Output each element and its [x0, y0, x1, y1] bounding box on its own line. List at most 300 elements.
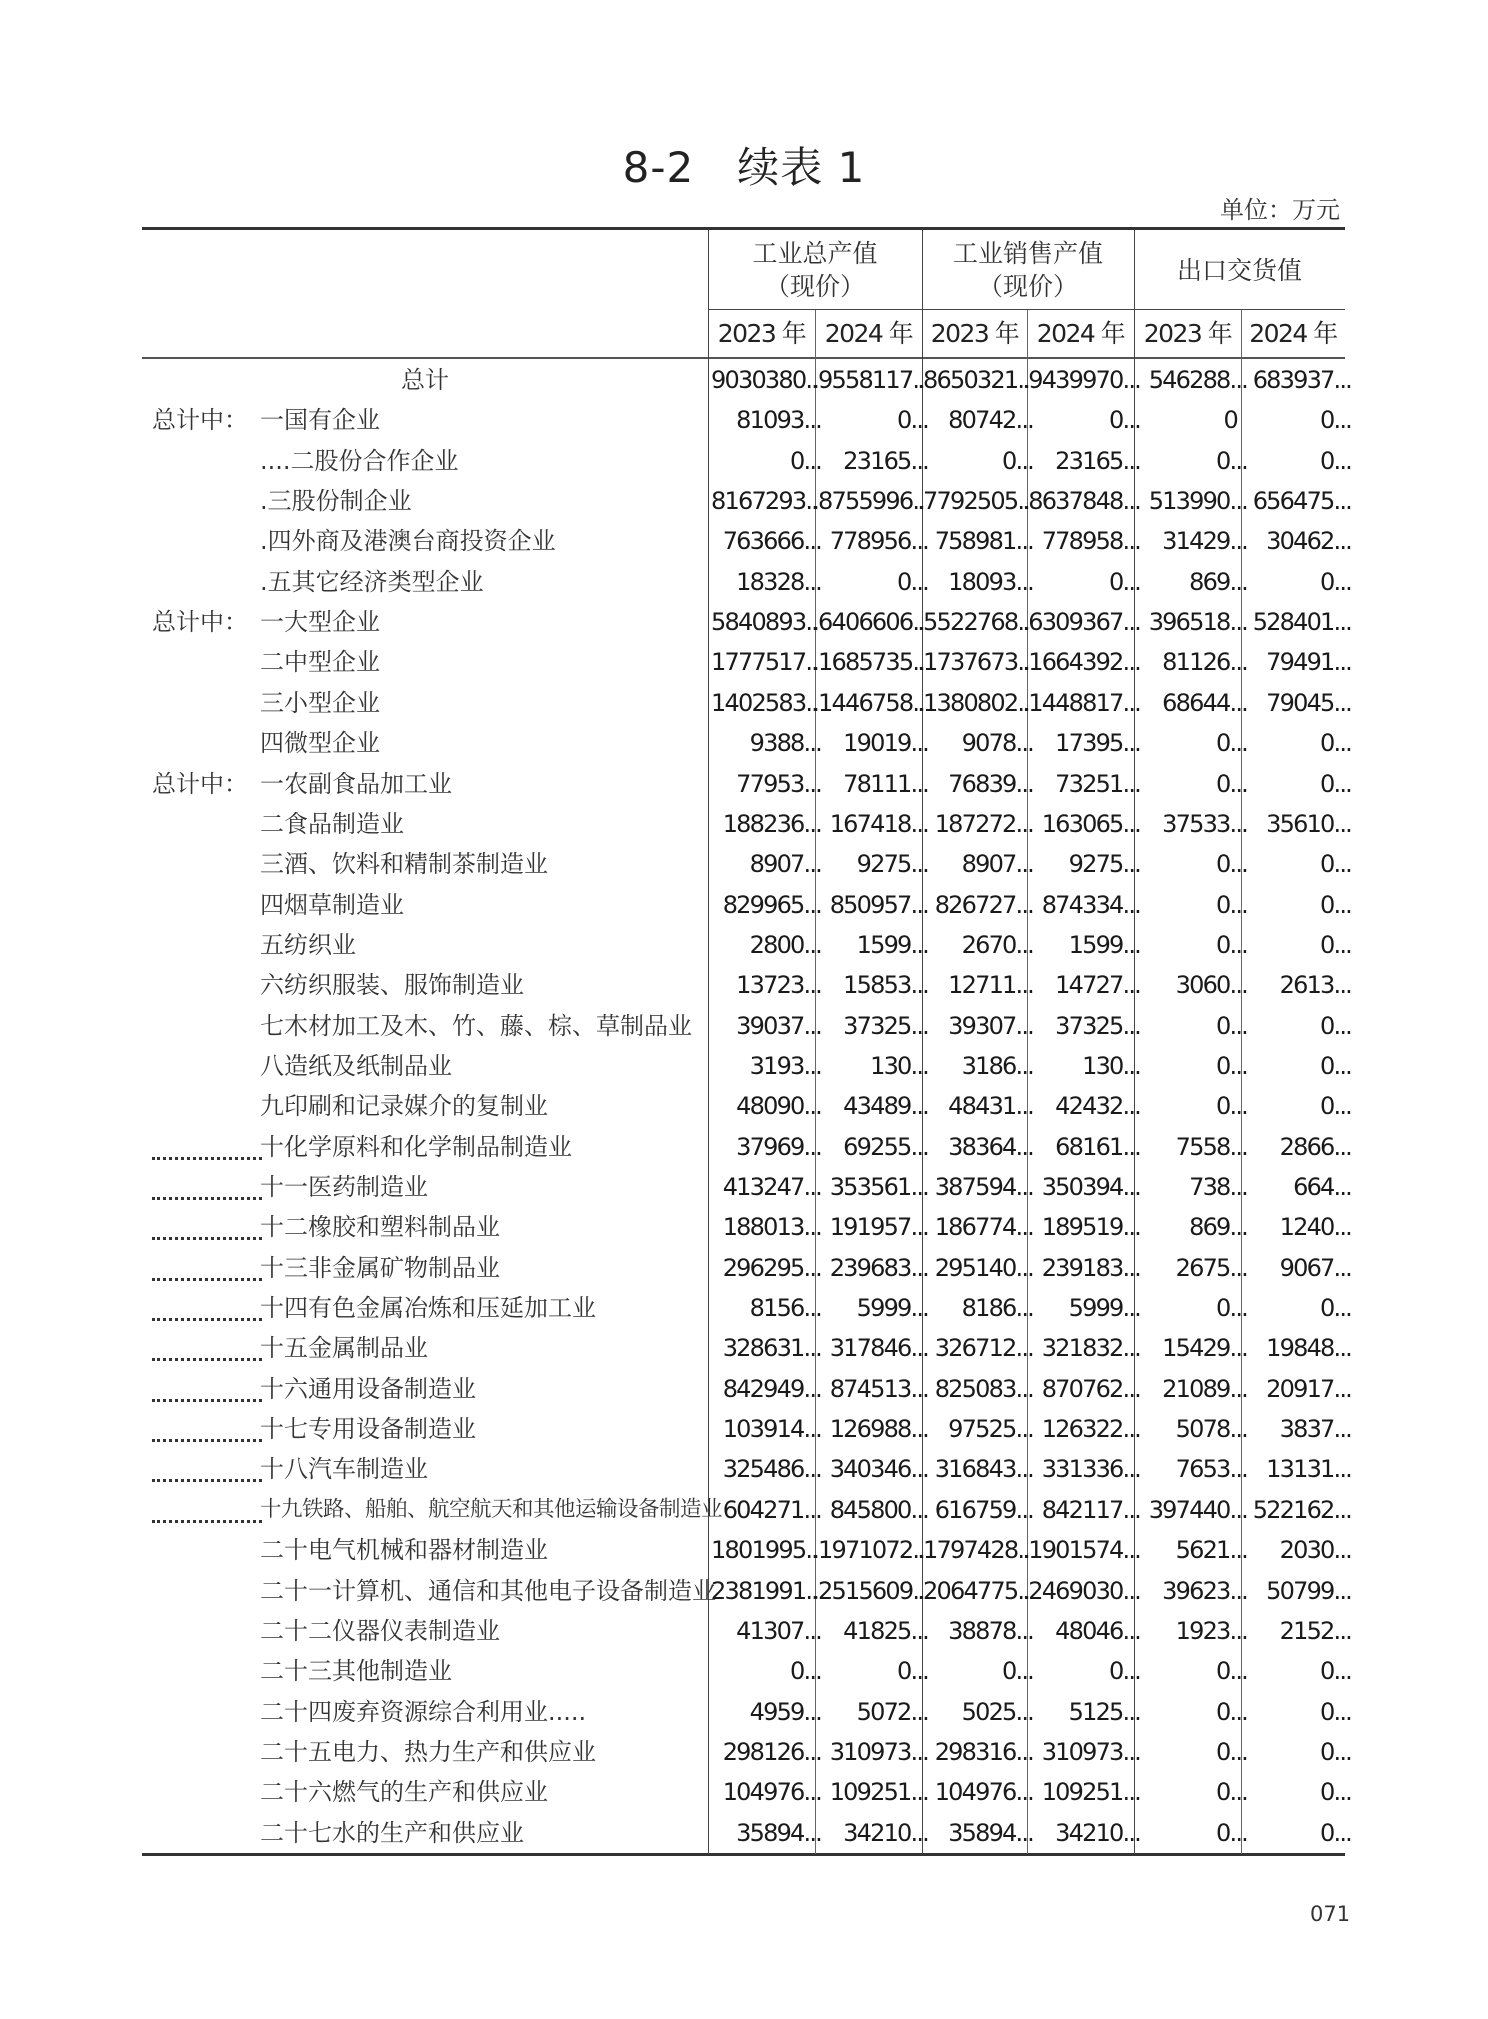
row-label: 十五金属制品业	[260, 1334, 428, 1363]
data-cell: 37325...	[843, 1011, 928, 1040]
data-cell: 310973...	[1041, 1737, 1140, 1766]
dotted-leader	[152, 1157, 262, 1160]
data-cell: 763666...	[722, 527, 821, 556]
data-cell: 0...	[1216, 446, 1247, 475]
data-cell: 738...	[1189, 1173, 1247, 1201]
table-row	[142, 1167, 1362, 1207]
data-cell: .6406606..	[812, 608, 924, 637]
data-cell: 0...	[1320, 406, 1351, 435]
data-cell: 0...	[1109, 1657, 1140, 1686]
table-row	[142, 1006, 1362, 1046]
dotted-leader	[152, 1197, 262, 1200]
data-cell: 48431...	[948, 1092, 1033, 1121]
row-group-prefix: 总计中：	[152, 406, 248, 435]
data-cell: .1380802..	[917, 688, 1029, 717]
dotted-leader	[152, 1520, 262, 1523]
data-cell: 77953...	[736, 769, 821, 798]
data-cell: 126322...	[1041, 1415, 1140, 1444]
data-cell: 758981...	[934, 527, 1033, 556]
data-cell: 870762...	[1041, 1374, 1140, 1403]
data-cell: 528401...	[1252, 608, 1351, 637]
data-cell: 0...	[1320, 850, 1351, 879]
data-cell: 104976...	[934, 1778, 1033, 1807]
data-cell: 5840893..	[711, 608, 817, 637]
data-cell: 37969...	[736, 1132, 821, 1161]
data-cell: 353561...	[829, 1173, 928, 1201]
data-cell: 187272...	[934, 809, 1033, 838]
data-cell: 0...	[1320, 930, 1351, 959]
data-cell: 842949...	[722, 1374, 821, 1403]
data-cell: .2064775..	[917, 1576, 1029, 1605]
row-label: 二十电气机械和器材制造业	[260, 1536, 548, 1565]
data-cell: 9388...	[749, 729, 821, 758]
table-row	[142, 1651, 1362, 1691]
dotted-leader	[152, 1237, 262, 1240]
data-cell: 50799...	[1266, 1576, 1351, 1605]
column-group-header	[1134, 232, 1345, 308]
data-cell: 0...	[790, 446, 821, 475]
data-cell: 17395...	[1055, 729, 1140, 758]
data-cell: 829965...	[722, 890, 821, 919]
data-cell: 18093...	[948, 567, 1033, 596]
data-cell: 38878...	[948, 1616, 1033, 1645]
data-cell: 42432...	[1055, 1092, 1140, 1121]
row-label: 十二橡胶和塑料制品业	[260, 1213, 500, 1242]
data-cell: 2800...	[749, 930, 821, 959]
table-row	[142, 1409, 1362, 1449]
row-label: 二十五电力、热力生产和供应业	[260, 1737, 596, 1766]
data-cell: 1923...	[1175, 1616, 1247, 1645]
data-cell: 0...	[1216, 1294, 1247, 1323]
column-group-header-line: （现价）	[764, 272, 865, 301]
data-cell: 97525...	[948, 1415, 1033, 1444]
row-label: 二十二仪器仪表制造业	[260, 1616, 500, 1645]
table-top-rule	[142, 227, 1345, 230]
data-cell: 664...	[1293, 1173, 1351, 1201]
data-cell: 869...	[1189, 567, 1247, 596]
row-label: ....二股份合作企业	[260, 446, 459, 475]
data-cell: 38364...	[948, 1132, 1033, 1161]
data-cell: 7653...	[1175, 1455, 1247, 1484]
data-cell: 2030...	[1279, 1536, 1351, 1565]
data-cell: .6309367...	[1022, 608, 1140, 637]
data-cell: 0...	[1216, 1818, 1247, 1847]
data-cell: 1402583..	[711, 688, 817, 717]
data-cell: 18328...	[736, 567, 821, 596]
data-cell: 2670...	[961, 930, 1033, 959]
data-cell: 9078...	[961, 729, 1033, 758]
data-cell: 546288...	[1148, 366, 1247, 394]
data-cell: .1446758..	[812, 688, 924, 717]
table-row	[142, 1571, 1362, 1611]
table-row	[142, 1248, 1362, 1288]
data-cell: 850957...	[829, 890, 928, 919]
table-row	[142, 1369, 1362, 1409]
data-cell: 43489...	[843, 1092, 928, 1121]
row-group-prefix: 总计中：	[152, 608, 248, 637]
data-cell: 2866...	[1279, 1132, 1351, 1161]
data-cell: 126988...	[829, 1415, 928, 1444]
table-row	[142, 804, 1362, 844]
data-cell: 130...	[1082, 1051, 1140, 1080]
data-cell: .8755996..	[812, 487, 924, 516]
data-cell: 104976...	[722, 1778, 821, 1807]
data-cell: 4959...	[749, 1697, 821, 1726]
row-label: 十四有色金属冶炼和压延加工业	[260, 1294, 596, 1323]
column-group-header-line: 工业总产值	[752, 239, 878, 268]
data-cell: 8907...	[961, 850, 1033, 879]
row-label: .五其它经济类型企业	[260, 567, 484, 596]
data-cell: 0...	[1216, 1051, 1247, 1080]
row-label: 八造纸及纸制品业	[260, 1051, 452, 1080]
data-cell: 8167293..	[711, 487, 817, 516]
data-cell: 5621...	[1175, 1536, 1247, 1565]
row-label: .四外商及港澳台商投资企业	[260, 527, 556, 556]
row-label: 一农副食品加工业	[260, 769, 452, 798]
dotted-leader	[152, 1318, 262, 1321]
table-row	[142, 1449, 1362, 1489]
data-cell: 350394...	[1041, 1173, 1140, 1201]
data-cell: 0...	[1320, 729, 1351, 758]
data-cell: 78111...	[843, 769, 928, 798]
data-cell: 5999...	[856, 1294, 928, 1323]
data-cell: 9030380..	[711, 366, 817, 394]
data-cell: 0...	[1216, 850, 1247, 879]
data-cell: 191957...	[829, 1213, 928, 1242]
data-cell: 2675...	[1175, 1253, 1247, 1282]
data-cell: 37325...	[1055, 1011, 1140, 1040]
row-label: 二十一计算机、通信和其他电子设备制造业	[260, 1576, 716, 1605]
column-group-header	[708, 232, 922, 308]
data-cell: 0...	[1216, 890, 1247, 919]
data-cell: .9558117..	[812, 366, 924, 394]
data-cell: 0...	[1320, 1092, 1351, 1121]
table-row	[142, 925, 1362, 965]
data-cell: 76839...	[948, 769, 1033, 798]
year-header: 2024 年	[1036, 319, 1125, 348]
data-cell: 35894...	[736, 1818, 821, 1847]
table-row	[142, 1530, 1362, 1570]
row-label: 十九铁路、船舶、航空航天和其他运输设备制造业	[260, 1496, 723, 1522]
dotted-leader	[152, 1358, 262, 1361]
table-row	[142, 441, 1362, 481]
page-title: 8-2 续表 1	[622, 143, 866, 192]
data-cell: 317846...	[829, 1334, 928, 1363]
row-label: 二十四废弃资源综合利用业.....	[260, 1697, 587, 1726]
data-cell: 12711...	[948, 971, 1033, 1000]
data-cell: 604271...	[722, 1495, 821, 1524]
unit-label: 单位：万元	[1220, 196, 1340, 224]
data-cell: 30462...	[1266, 527, 1351, 556]
table-row	[142, 1732, 1362, 1772]
data-cell: .1971072..	[812, 1536, 924, 1565]
data-cell: 0...	[790, 1657, 821, 1686]
row-label: 十一医药制造业	[260, 1173, 428, 1201]
data-cell: 778958...	[1041, 527, 1140, 556]
row-label: 十三非金属矿物制品业	[260, 1253, 500, 1282]
data-cell: .8650321..	[917, 366, 1029, 394]
data-cell: 331336...	[1041, 1455, 1140, 1484]
row-label: 七木材加工及木、竹、藤、棕、草制品业	[260, 1011, 692, 1040]
data-cell: 340346...	[829, 1455, 928, 1484]
data-cell: 5999...	[1068, 1294, 1140, 1323]
data-cell: 0...	[1216, 1657, 1247, 1686]
row-label: 总计	[401, 366, 449, 394]
year-header: 2024 年	[1249, 319, 1337, 348]
data-cell: 0...	[1216, 930, 1247, 959]
data-cell: 21089...	[1162, 1374, 1247, 1403]
row-label: 一大型企业	[260, 608, 380, 637]
table-bottom-rule	[142, 1853, 1345, 1856]
data-cell: 0...	[1320, 567, 1351, 596]
data-cell: 0...	[1002, 1657, 1033, 1686]
data-cell: 130...	[870, 1051, 928, 1080]
data-cell: 0...	[1216, 769, 1247, 798]
table-row	[142, 1127, 1362, 1167]
data-cell: 167418...	[829, 809, 928, 838]
column-group-header	[922, 232, 1134, 308]
data-cell: 109251...	[1041, 1778, 1140, 1807]
table-row	[142, 1046, 1362, 1086]
table-row	[142, 683, 1362, 723]
data-cell: .2469030...	[1022, 1576, 1140, 1605]
row-label: 十八汽车制造业	[260, 1455, 428, 1484]
data-cell: .1737673..	[917, 648, 1029, 677]
data-cell: 186774...	[934, 1213, 1033, 1242]
data-cell: 3837...	[1279, 1415, 1351, 1444]
year-header: 2023 年	[717, 319, 806, 348]
data-cell: 316843...	[934, 1455, 1033, 1484]
row-label: .三股份制企业	[260, 487, 412, 516]
data-cell: 778956...	[829, 527, 928, 556]
data-cell: 41307...	[736, 1616, 821, 1645]
data-cell: 656475...	[1252, 487, 1351, 516]
data-cell: 188236...	[722, 809, 821, 838]
data-cell: 1240...	[1279, 1213, 1351, 1242]
table-row	[142, 1611, 1362, 1651]
data-cell: 39307...	[948, 1011, 1033, 1040]
data-cell: 0...	[1002, 446, 1033, 475]
data-cell: 0...	[1109, 406, 1140, 435]
data-cell: 0...	[1320, 1737, 1351, 1766]
data-cell: 321832...	[1041, 1334, 1140, 1363]
data-cell: 0	[1223, 406, 1237, 435]
dotted-leader	[152, 1278, 262, 1281]
data-cell: .1664392...	[1022, 648, 1140, 677]
data-cell: 2381991..	[711, 1576, 817, 1605]
page-number: 071	[1310, 1902, 1351, 1926]
data-cell: 295140...	[934, 1253, 1033, 1282]
table-row	[142, 562, 1362, 602]
data-cell: 387594...	[934, 1173, 1033, 1201]
data-cell: 310973...	[829, 1737, 928, 1766]
data-cell: 35894...	[948, 1818, 1033, 1847]
data-cell: 413247...	[722, 1173, 821, 1201]
row-label: 三小型企业	[260, 688, 380, 717]
data-cell: 39037...	[736, 1011, 821, 1040]
data-cell: 298126...	[722, 1737, 821, 1766]
data-cell: 0...	[1320, 1818, 1351, 1847]
data-cell: .2515609..	[812, 1576, 924, 1605]
dotted-leader	[152, 1399, 262, 1402]
data-cell: 0...	[897, 1657, 928, 1686]
table-row	[142, 642, 1362, 682]
data-cell: 34210...	[1055, 1818, 1140, 1847]
data-cell: 0...	[1320, 890, 1351, 919]
data-cell: 81126...	[1162, 648, 1247, 677]
data-cell: 8156...	[749, 1294, 821, 1323]
data-cell: 239683...	[829, 1253, 928, 1282]
table-row	[142, 521, 1362, 561]
year-header: 2023 年	[930, 319, 1019, 348]
data-cell: 845800...	[829, 1495, 928, 1524]
data-cell: 0...	[1320, 769, 1351, 798]
data-cell: 79491...	[1266, 648, 1351, 677]
data-cell: 328631...	[722, 1334, 821, 1363]
row-label: 五纺织业	[260, 930, 356, 959]
data-cell: .1448817...	[1022, 688, 1140, 717]
data-cell: 5125...	[1068, 1697, 1140, 1726]
data-cell: .1901574...	[1022, 1536, 1140, 1565]
data-cell: 35610...	[1266, 809, 1351, 838]
row-label: 二食品制造业	[260, 809, 404, 838]
data-cell: 109251...	[829, 1778, 928, 1807]
dotted-leader	[152, 1479, 262, 1482]
data-cell: 296295...	[722, 1253, 821, 1282]
data-cell: 0...	[1216, 1011, 1247, 1040]
dotted-leader	[152, 1439, 262, 1442]
data-cell: .7792505..	[917, 487, 1029, 516]
data-cell: 34210...	[843, 1818, 928, 1847]
data-cell: 396518...	[1148, 608, 1247, 637]
data-cell: 41825...	[843, 1616, 928, 1645]
data-cell: 2613...	[1279, 971, 1351, 1000]
year-header: 2023 年	[1143, 319, 1232, 348]
data-cell: 826727...	[934, 890, 1033, 919]
row-label: 二十六燃气的生产和供应业	[260, 1778, 548, 1807]
data-cell: 15429...	[1162, 1334, 1247, 1363]
table-row	[142, 400, 1362, 440]
data-cell: 189519...	[1041, 1213, 1140, 1242]
data-cell: 13723...	[736, 971, 821, 1000]
data-cell: 2152...	[1279, 1616, 1351, 1645]
data-cell: 48046...	[1055, 1616, 1140, 1645]
data-cell: 19848...	[1266, 1334, 1351, 1363]
data-cell: 0...	[1320, 1657, 1351, 1686]
data-cell: 0...	[1109, 567, 1140, 596]
data-cell: 163065...	[1041, 809, 1140, 838]
table-row	[142, 723, 1362, 763]
data-cell: .9439970...	[1022, 366, 1140, 394]
data-cell: 31429...	[1162, 527, 1247, 556]
data-cell: 522162...	[1252, 1495, 1351, 1524]
column-group-header-line: （现价）	[977, 272, 1078, 301]
data-cell: 73251...	[1055, 769, 1140, 798]
table-row	[142, 1692, 1362, 1732]
data-cell: .1685735..	[812, 648, 924, 677]
data-cell: 0...	[1216, 1737, 1247, 1766]
data-cell: 48090...	[736, 1092, 821, 1121]
table-row	[142, 885, 1362, 925]
data-cell: 9067...	[1279, 1253, 1351, 1282]
data-cell: 616759...	[934, 1495, 1033, 1524]
data-cell: 1777517..	[711, 648, 817, 677]
data-cell: 683937...	[1252, 366, 1351, 394]
table-row	[142, 1813, 1362, 1853]
table-row	[142, 1288, 1362, 1328]
row-label: 九印刷和记录媒介的复制业	[260, 1092, 548, 1121]
data-cell: 188013...	[722, 1213, 821, 1242]
data-cell: 7558...	[1175, 1132, 1247, 1161]
data-cell: 1599...	[1068, 930, 1140, 959]
data-cell: 0...	[1216, 1092, 1247, 1121]
table-row	[142, 1772, 1362, 1812]
row-label: 十化学原料和化学制品制造业	[260, 1132, 572, 1161]
data-cell: 3186...	[961, 1051, 1033, 1080]
table-row	[142, 481, 1362, 521]
data-cell: 81093...	[736, 406, 821, 435]
data-cell: 874334...	[1041, 890, 1140, 919]
data-cell: 39623...	[1162, 1576, 1247, 1605]
row-label: 四烟草制造业	[260, 890, 404, 919]
table-row	[142, 1207, 1362, 1247]
data-cell: 68161...	[1055, 1132, 1140, 1161]
table-row	[142, 965, 1362, 1005]
data-cell: 0...	[1320, 1778, 1351, 1807]
data-cell: 0...	[1320, 446, 1351, 475]
header-bottom-rule	[142, 357, 1345, 359]
data-cell: 1801995..	[711, 1536, 817, 1565]
data-cell: 8907...	[749, 850, 821, 879]
data-cell: 0...	[1320, 1294, 1351, 1323]
data-cell: 3060...	[1175, 971, 1247, 1000]
table-row	[142, 1328, 1362, 1368]
data-cell: 15853...	[843, 971, 928, 1000]
data-cell: .5522768..	[917, 608, 1029, 637]
table-row	[142, 1086, 1362, 1126]
data-cell: 68644...	[1162, 688, 1247, 717]
data-cell: 79045...	[1266, 688, 1351, 717]
data-cell: 0...	[1320, 1697, 1351, 1726]
data-cell: 13131...	[1266, 1455, 1351, 1484]
table-row	[142, 602, 1362, 642]
data-cell: 869...	[1189, 1213, 1247, 1242]
data-cell: 5078...	[1175, 1415, 1247, 1444]
data-cell: 23165...	[1055, 446, 1140, 475]
data-cell: 298316...	[934, 1737, 1033, 1766]
data-cell: 19019...	[843, 729, 928, 758]
data-cell: 513990...	[1148, 487, 1247, 516]
data-cell: 326712...	[934, 1334, 1033, 1363]
column-group-header-line: 工业销售产值	[952, 239, 1103, 268]
data-cell: 397440...	[1148, 1495, 1247, 1524]
data-cell: 0...	[1216, 1697, 1247, 1726]
data-cell: 842117...	[1041, 1495, 1140, 1524]
data-cell: 0...	[1320, 1011, 1351, 1040]
data-cell: 0...	[897, 406, 928, 435]
data-cell: 103914...	[722, 1415, 821, 1444]
data-cell: 0...	[1320, 1051, 1351, 1080]
data-cell: 5072...	[856, 1697, 928, 1726]
data-cell: 23165...	[843, 446, 928, 475]
data-cell: 9275...	[856, 850, 928, 879]
table-row	[142, 844, 1362, 884]
row-group-prefix: 总计中：	[152, 769, 248, 798]
data-cell: .1797428..	[917, 1536, 1029, 1565]
row-label: 二十三其他制造业	[260, 1657, 452, 1686]
data-cell: 0...	[1216, 1778, 1247, 1807]
row-label: 一国有企业	[260, 406, 380, 435]
